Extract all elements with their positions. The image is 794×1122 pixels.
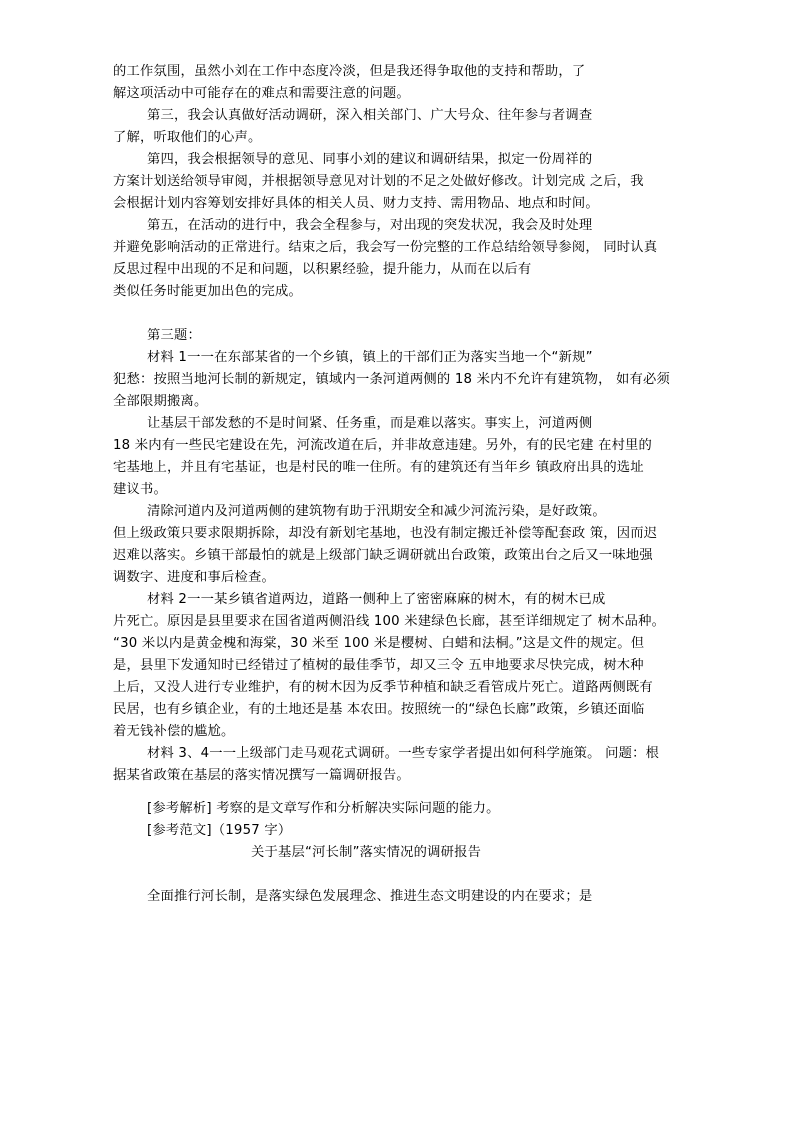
text-line: 调数字、进度和事后检查。 [113,570,275,585]
text-line: “30 米以内是黄金槐和海棠，30 米至 100 米是樱树、白蜡和法桐。”这是文件的规定。但 [113,636,645,651]
text-line: 第四，我会根据领导的意见、同事小刘的建议和调研结果，拟定一份周祥的 [147,152,593,167]
text-line: 的工作氛围，虽然小刘在工作中态度冷淡，但是我还得争取他的支持和帮助，了 [113,64,586,79]
text-line: 方案计划送给领导审阅，并根据领导意见对计划的不足之处做好修改。计划完成 之后，我 [113,174,644,189]
text-line: 上后，又没人进行专业维护，有的树木因为反季节种植和缺乏看管成片死亡。道路两侧既有 [113,680,653,695]
text-line: 材料 1一一在东部某省的一个乡镇，镇上的干部们正为落实当地一个“新规” [147,350,593,365]
text-line: 是，县里下发通知时已经错过了植树的最佳季节，却又三令 五申地要求尽快完成，树木种 [113,658,644,673]
text-line: 让基层干部发愁的不是时间紧、任务重，而是难以落实。事实上，河道两侧 [147,416,593,431]
text-line: 宅基地上，并且有宅基证，也是村民的唯一住所。有的建筑还有当年乡 镇政府出具的选址 [113,460,644,475]
text-line: 了解，听取他们的心声。 [113,130,262,145]
text-line: 犯愁：按照当地河长制的新规定，镇域内一条河道两侧的 18 米内不允许有建筑物， 如有必须 [113,372,670,387]
text-line: 全部限期搬离。 [113,394,208,409]
text-line: 据某省政策在基层的落实情况撰写一篇调研报告。 [113,768,410,783]
text-line: 民居，也有乡镇企业，有的土地还是基 本农田。按照统一的“绿色长廊”政策，乡镇还面临 [113,702,645,717]
text-line: 会根据计划内容筹划安排好具体的相关人员、财力支持、需用物品、地点和时间。 [113,196,599,211]
text-line: 清除河道内及河道两侧的建筑物有助于汛期安全和减少河流污染，是好政策。 [147,504,606,519]
text-line: 着无钱补偿的尴尬。 [113,724,235,739]
text-line: 片死亡。原因是县里要求在国省道两侧沿线 100 米建绿色长廊，甚至详细规定了 树木品种。 [113,614,666,629]
text-line: 类似任务时能更加出色的完成。 [113,284,302,299]
text-line: 并避免影响活动的正常进行。结束之后，我会写一份完整的工作总结给领导参阅， 同时认真 [113,240,658,255]
text-line: 全面推行河长制，是落实绿色发展理念、推进生态文明建设的内在要求；是 [147,889,593,904]
reference-analysis: [参考解析] 考察的是文章写作和分析解决实际问题的能力。 [147,801,500,816]
text-line: 但上级政策只要求限期拆除，却没有新划宅基地，也没有制定搬迁补偿等配套政 策，因而迟 [113,526,658,541]
text-line: 材料 3、4一一上级部门走马观花式调研。一些专家学者提出如何科学施策。 问题：根 [147,746,660,761]
section-heading: 第三题： [147,328,201,343]
text-line: 材料 2一一某乡镇省道两边，道路一侧种上了密密麻麻的树木，有的树木已成 [147,592,606,607]
text-line: 建议书。 [113,482,167,497]
text-line: 反思过程中出现的不足和问题，以积累经验，提升能力，从而在以后有 [113,262,532,277]
text-line: 第三，我会认真做好活动调研，深入相关部门、广大号众、往年参与者调查 [147,108,593,123]
text-line: 迟难以落实。乡镇干部最怕的就是上级部门缺乏调研就出台政策，政策出台之后又一味地强 [113,548,653,563]
essay-title: 关于基层“河长制”落实情况的调研报告 [251,845,482,860]
text-line: 解这项活动中可能存在的难点和需要注意的问题。 [113,86,410,101]
text-line: 18 米内有一些民宅建设在先，河流改道在后，并非故意违建。另外，有的民宅建 在村里的 [113,438,653,453]
reference-essay-label: [参考范文]（1957 字） [147,823,292,838]
text-line: 第五，在活动的进行中，我会全程参与，对出现的突发状况，我会及时处理 [147,218,593,233]
